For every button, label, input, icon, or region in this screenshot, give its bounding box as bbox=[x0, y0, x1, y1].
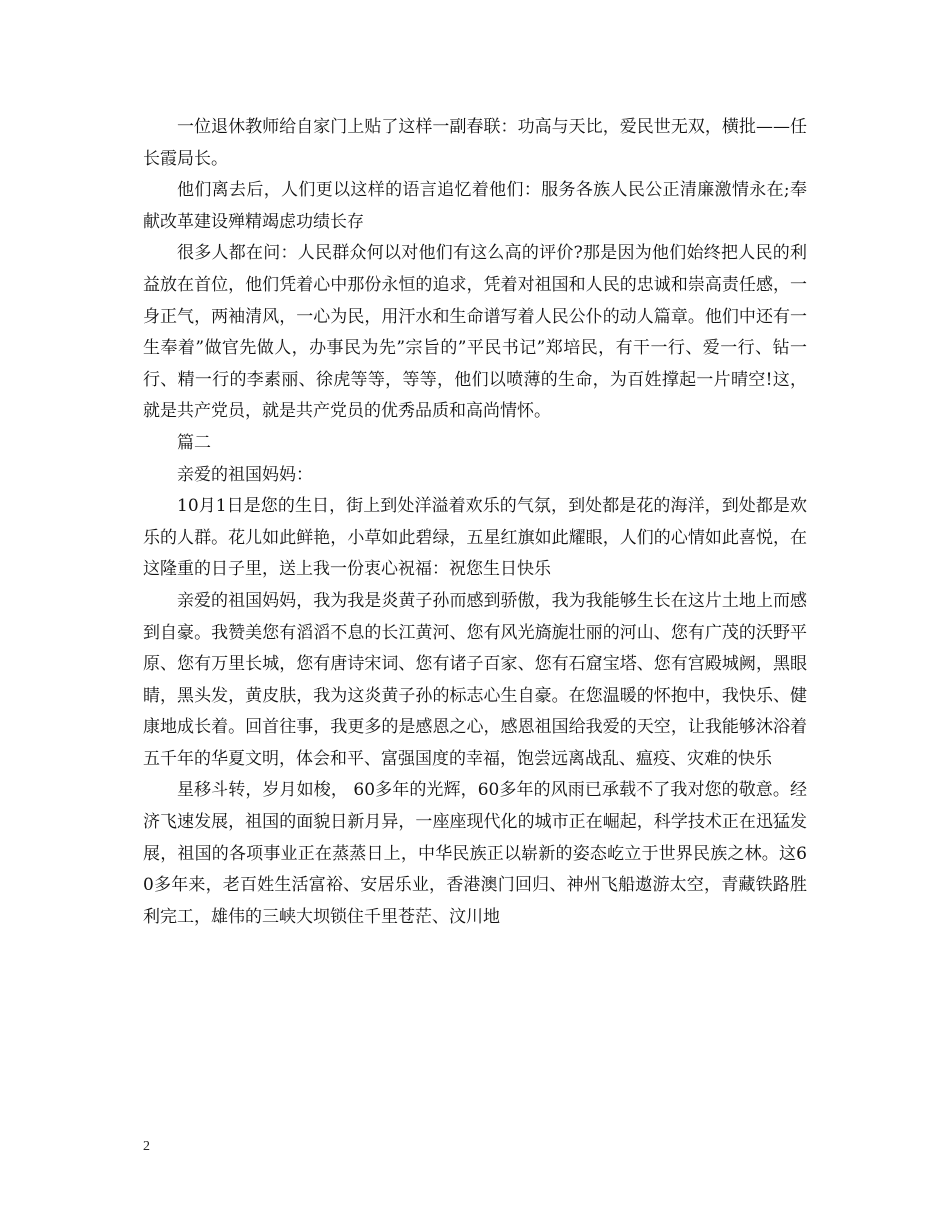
paragraph-spring-couplet: 一位退休教师给自家门上贴了这样一副春联：功高与天比，爱民世无双，横批——任长霞局长。 bbox=[143, 117, 807, 169]
section-heading: 篇二 bbox=[177, 432, 211, 453]
paragraph-remembrance: 他们离去后，人们更以这样的语言追忆着他们：服务各族人民公正清廉激情永在;奉献改革建设殚精竭虑功绩长存 bbox=[143, 180, 807, 232]
page-number: 2 bbox=[143, 1139, 150, 1154]
document-body bbox=[143, 112, 807, 933]
paragraph-evaluation: 很多人都在问：人民群众何以对他们有这么高的评价?那是因为他们始终把人民的利益放在首位，他们凭着心中那份永恒的追求，凭着对祖国和人民的忠诚和崇高责任感，一身正气，两袖清风，一心为民，用汗水和生命谱写着人民公仆的动人篇章。他们中还有一生奉着”做官先做人，办事民为先”宗旨的”平民书记”郑培民，有干一行、爱一行、钻一行、精一行的李素丽、徐虎等等，等等，他们以喷薄的生命，为百姓撑起一片晴空!这，就是共产党员，就是共产党员的优秀品质和高尚情怀。 bbox=[143, 243, 807, 422]
paragraph-birthday: 10月1日是您的生日，街上到处洋溢着欢乐的气氛，到处都是花的海洋，到处都是欢乐的人群。花儿如此鲜艳，小草如此碧绿，五星红旗如此耀眼，人们的心情如此喜悦，在这隆重的日子里，送上我一份衷心祝福：祝您生日快乐 bbox=[143, 496, 807, 580]
paragraph-pride: 亲爱的祖国妈妈，我为我是炎黄子孙而感到骄傲，我为我能够生长在这片土地上而感到自豪。我赞美您有滔滔不息的长江黄河、您有风光旖旎壮丽的河山、您有广茂的沃野平原、您有万里长城，您有唐诗宋词、您有诸子百家、您有石窟宝塔、您有宫殿城阙，黑眼睛，黑头发，黄皮肤，我为这炎黄子孙的标志心生自豪。在您温暖的怀抱中，我快乐、健康地成长着。回首往事，我更多的是感恩之心，感恩祖国给我爱的天空，让我能够沐浴着五千年的华夏文明，体会和平、富强国度的幸福，饱尝远离战乱、瘟疫、灾难的快乐 bbox=[143, 590, 807, 769]
paragraph-development: 星移斗转，岁月如梭， 60多年的光辉，60多年的风雨已承载不了我对您的敬意。经济飞速发展，祖国的面貌日新月异，一座座现代化的城市正在崛起，科学技术正在迅猛发展，祖国的各项事业正在蒸蒸日上，中华民族正以崭新的姿态屹立于世界民族之林。这60多年来，老百姓生活富裕、安居乐业，香港澳门回归、神州飞船遨游太空，青藏铁路胜利完工，雄伟的三峡大坝锁住千里苍茫、汶川地 bbox=[143, 780, 807, 927]
letter-salutation: 亲爱的祖国妈妈： bbox=[177, 464, 313, 485]
